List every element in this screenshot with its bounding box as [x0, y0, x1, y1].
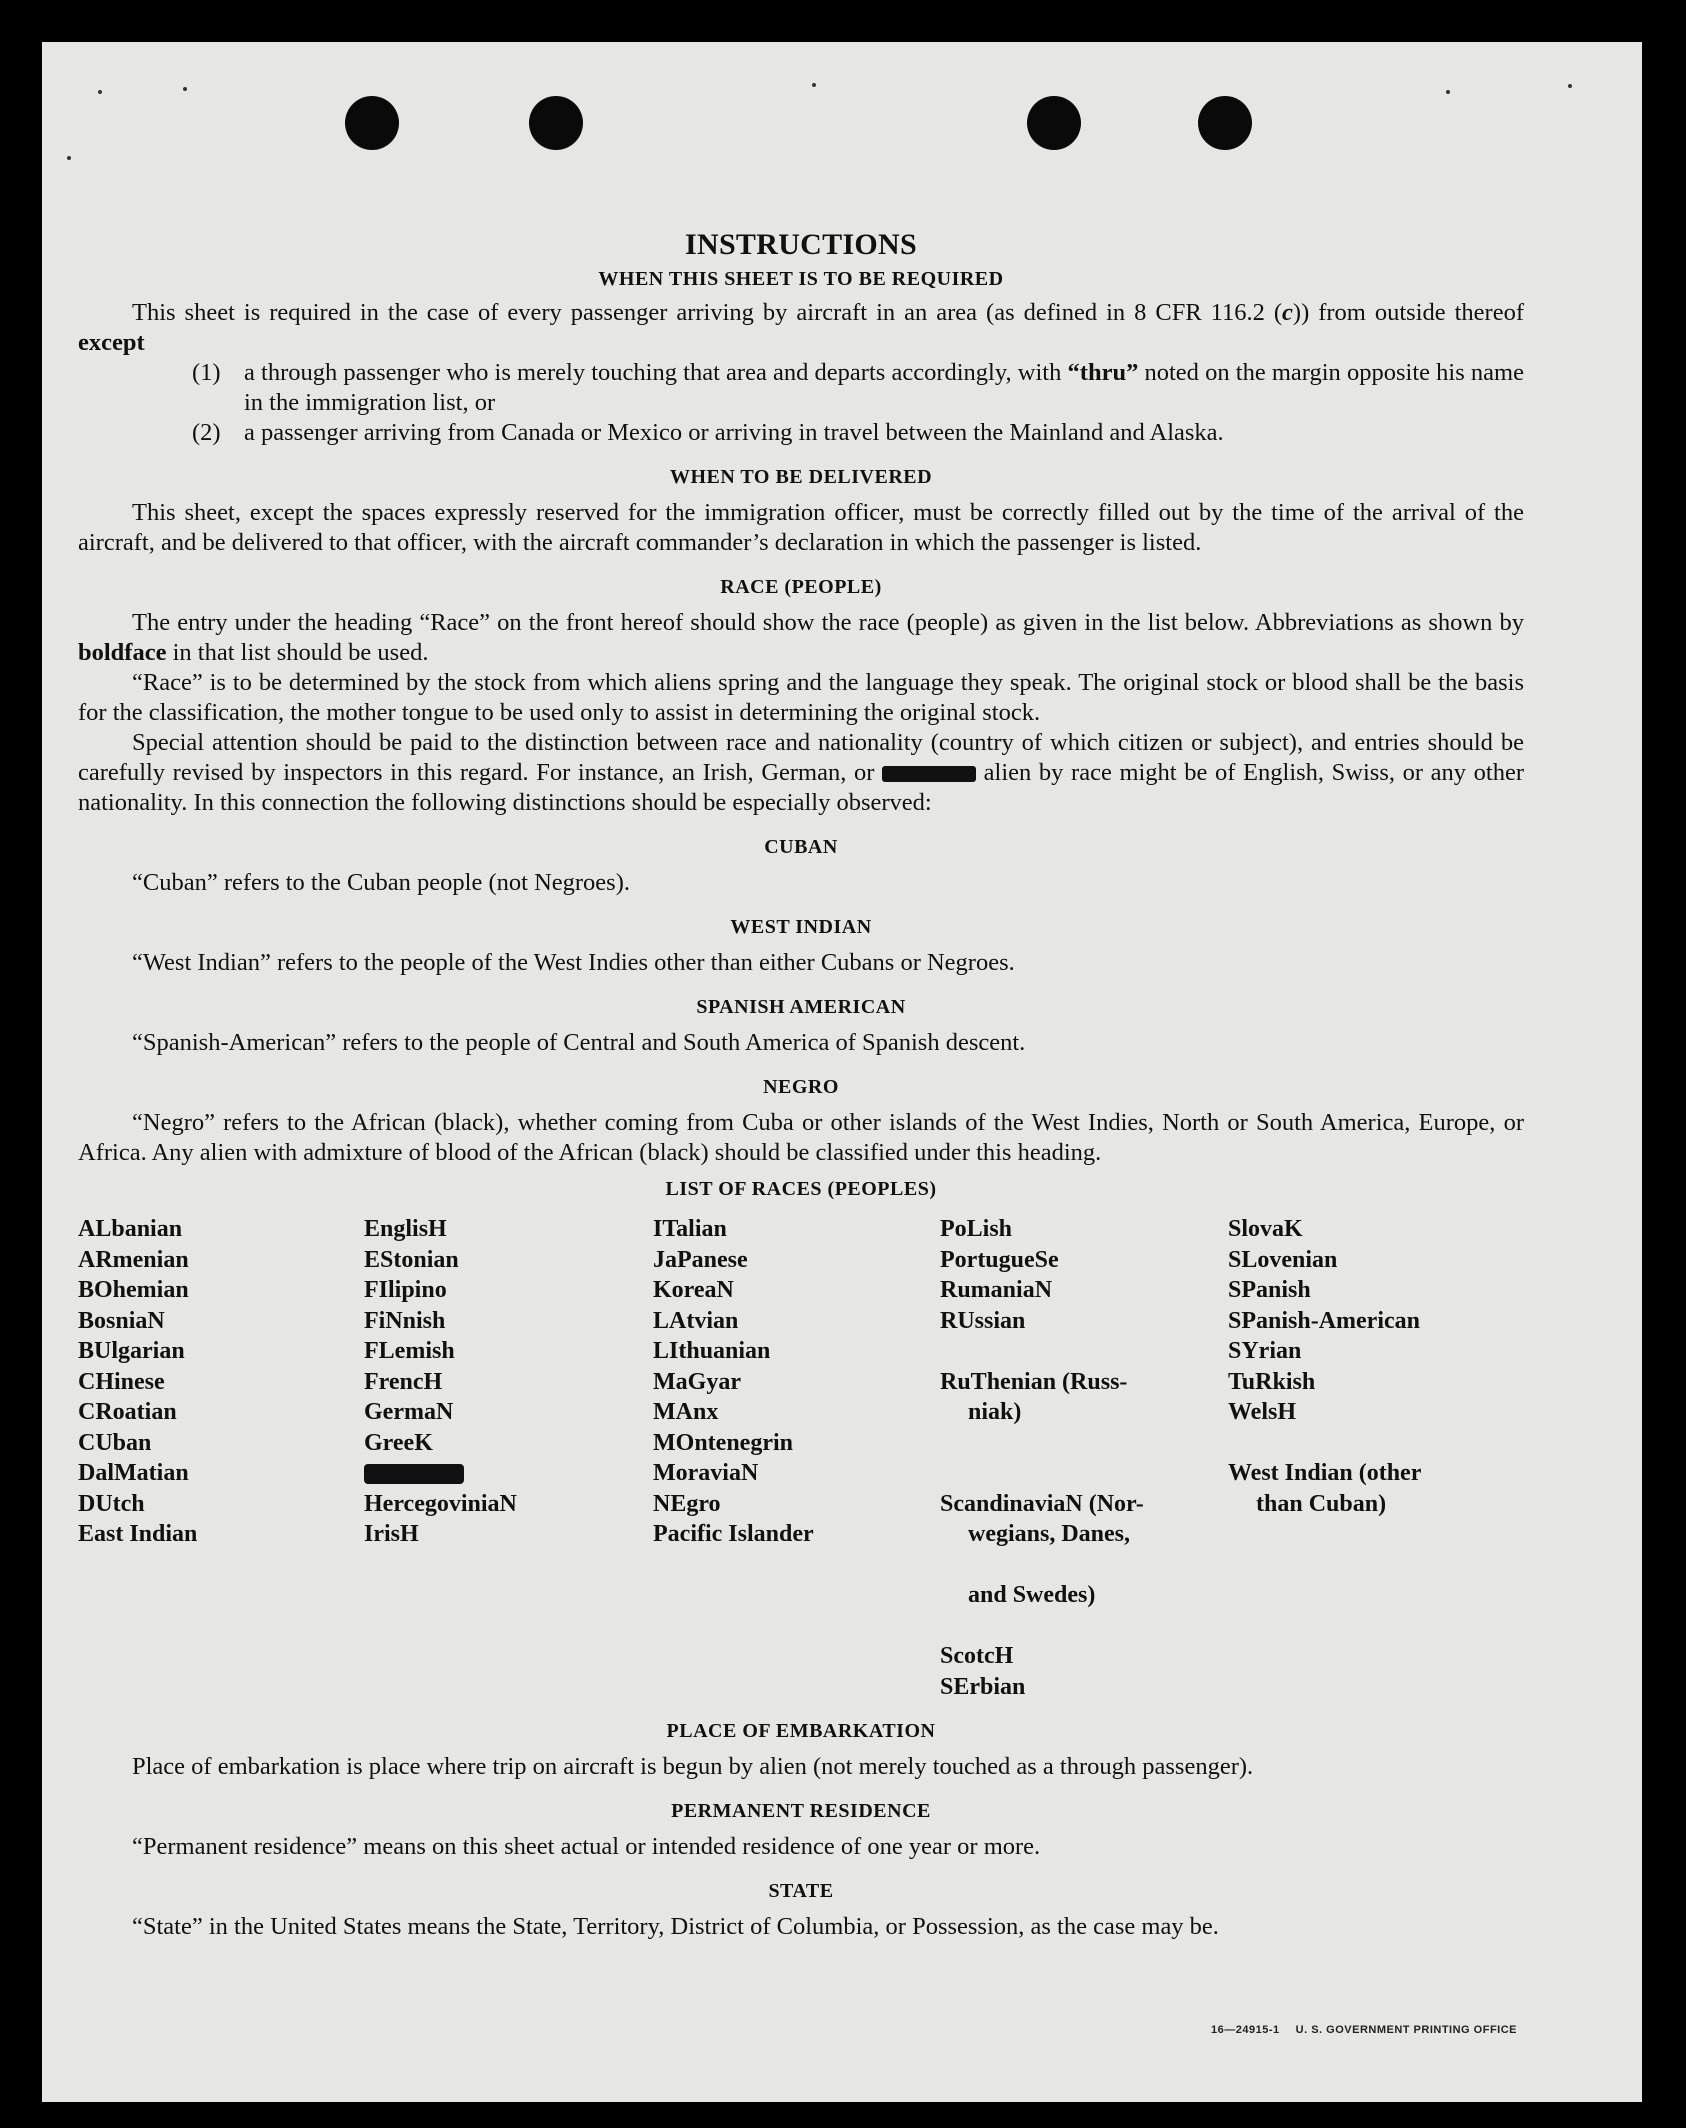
text-run: This sheet is required in the case of every passenger arriving by aircraft in an area (as defined in 8 CFR 116.2 (	[132, 299, 1283, 326]
list-item: HercegoviniaN	[364, 1490, 517, 1517]
redaction-mark	[364, 1464, 464, 1484]
section-heading: PLACE OF EMBARKATION	[666, 1720, 936, 1742]
list-item: MAnx	[653, 1399, 719, 1425]
text-run: except	[78, 329, 145, 356]
text-run: c	[1282, 299, 1293, 326]
speck	[1568, 84, 1572, 88]
punch-hole	[1027, 96, 1081, 150]
section-heading: PERMANENT RESIDENCE	[671, 1800, 931, 1822]
text-run: )) from outside thereof	[1292, 299, 1524, 326]
instructions-body	[78, 178, 1524, 1942]
list-item: KoreaN	[653, 1277, 734, 1303]
state-text: “State” in the United States means the State, Territory, District of Columbia, or Possession, as the case may be.	[132, 1913, 1219, 1940]
list-item: SlovaK	[1228, 1216, 1303, 1242]
list-item	[940, 1336, 1228, 1458]
list-item: FIlipino	[364, 1277, 447, 1303]
list-item	[78, 358, 1524, 418]
speck	[67, 156, 71, 160]
required-intro	[78, 298, 1524, 358]
list-item	[940, 1458, 1228, 1641]
race-column	[1228, 1214, 1524, 1702]
list-item: DalMatian	[78, 1460, 189, 1486]
race-column	[364, 1214, 653, 1702]
spanish-american-text: “Spanish-American” refers to the people of Central and South America of Spanish descent.	[132, 1029, 1026, 1056]
race-column	[653, 1214, 940, 1702]
delivered-text: This sheet, except the spaces expressly reserved for the immigration officer, must be correctly filled out by the time of the arrival of the aircraft, and be delivered to that officer, with the aircraft commander’s declaration in which the passenger is listed.	[78, 499, 1524, 556]
speck	[98, 90, 102, 94]
list-item: SPanish-American	[1228, 1307, 1420, 1334]
list-item: MOntenegrin	[653, 1429, 793, 1456]
text-run: and Swedes)	[968, 1582, 1096, 1608]
text-run: The entry under the heading “Race” on the front hereof should show the race (people) as given in the list below. Abbreviations as shown by	[132, 609, 1524, 636]
text-run: ScandinaviaN (Nor-	[940, 1490, 1144, 1517]
residence-text: “Permanent residence” means on this sheet actual or intended residence of one year or more.	[132, 1833, 1041, 1860]
race-paragraph	[78, 728, 1524, 818]
section-heading: WHEN TO BE DELIVERED	[669, 466, 933, 488]
text-run: alien by race might be of English, Swiss, or any other nationality. In this connection the following distinctions should be especially observed:	[78, 759, 1524, 816]
page-title: INSTRUCTIONS	[685, 228, 917, 261]
section-heading: RACE (PEOPLE)	[720, 576, 882, 598]
item-number: (1)	[192, 359, 221, 386]
list-item: CHinese	[78, 1368, 165, 1395]
list-item: NEgro	[653, 1490, 721, 1517]
text-run: Special attention should be paid to the distinction between race and nationality (country of which citizen or subject), and entries should be carefully revised by inspectors in this regard. For instance, an Irish, German, or	[78, 729, 1524, 786]
list-item: Pacific Islander	[653, 1521, 814, 1547]
list-item: BOhemian	[78, 1277, 189, 1303]
document-page	[42, 42, 1642, 2102]
list-item: SErbian	[940, 1673, 1026, 1700]
printer-name: U. S. GOVERNMENT PRINTING OFFICE	[1295, 2024, 1517, 2036]
west-indian-text: “West Indian” refers to the people of the West Indies other than either Cubans or Negroes.	[132, 949, 1015, 976]
embarkation-text: Place of embarkation is place where trip on aircraft is begun by alien (not merely touched as a through passenger).	[132, 1753, 1254, 1780]
list-item: MaGyar	[653, 1368, 741, 1395]
list-item: EnglisH	[364, 1216, 447, 1242]
punch-hole	[529, 96, 583, 150]
list-item: RumaniaN	[940, 1277, 1053, 1303]
printer-imprint	[1195, 2024, 1517, 2036]
text-run: West Indian (other	[1228, 1460, 1422, 1486]
section-heading: WHEN THIS SHEET IS TO BE REQUIRED	[598, 268, 1004, 290]
list-item: CUban	[78, 1429, 152, 1456]
cuban-text: “Cuban” refers to the Cuban people (not Negroes).	[132, 869, 630, 896]
text-run: noted on the margin opposite his name in the immigration list, or	[244, 359, 1524, 416]
list-item: IrisH	[364, 1521, 419, 1547]
redacted-list-item	[364, 1458, 653, 1489]
section-heading: LIST OF RACES (PEOPLES)	[665, 1178, 937, 1200]
list-item: ARmenian	[78, 1246, 189, 1273]
list-item: SLovenian	[1228, 1246, 1338, 1273]
list-item: ALbanian	[78, 1216, 183, 1242]
section-heading: CUBAN	[764, 836, 838, 858]
list-item: ScotcH	[940, 1643, 1014, 1669]
list-item: FrencH	[364, 1368, 443, 1395]
list-item: FiNnish	[364, 1307, 446, 1334]
item-number: (2)	[192, 419, 221, 446]
list-item: SYrian	[1228, 1338, 1302, 1364]
list-item: East Indian	[78, 1521, 198, 1547]
race-list	[78, 1214, 1524, 1702]
text-run: boldface	[78, 639, 167, 666]
text-run: in that list should be used.	[166, 639, 429, 666]
list-item: LIthuanian	[653, 1338, 771, 1364]
race-column	[940, 1214, 1228, 1702]
text-run: niak)	[968, 1399, 1022, 1425]
punch-hole	[1198, 96, 1252, 150]
list-item: EStonian	[364, 1246, 459, 1273]
list-item: MoraviaN	[653, 1460, 759, 1486]
list-item: PoLish	[940, 1216, 1013, 1242]
negro-text: “Negro” refers to the African (black), whether coming from Cuba or other islands of the West Indies, North or South America, Europe, or Africa. Any alien with admixture of blood of the African (black) should be classified under this heading.	[78, 1109, 1524, 1166]
list-item: SPanish	[1228, 1277, 1311, 1303]
list-item: GreeK	[364, 1429, 433, 1456]
speck	[1446, 90, 1450, 94]
form-code: 16—24915-1	[1211, 2024, 1280, 2036]
list-item: GermaN	[364, 1399, 454, 1425]
list-item: PortugueSe	[940, 1246, 1059, 1273]
list-item: ITalian	[653, 1216, 727, 1242]
text-run: a through passenger who is merely touching that area and departs accordingly, with	[244, 359, 1068, 386]
list-item	[1228, 1428, 1524, 1550]
race-paragraph: “Race” is to be determined by the stock from which aliens spring and the language they speak. The original stock or blood shall be the basis for the classification, the mother tongue to be used only to assist in determining the original stock.	[78, 669, 1524, 726]
race-column	[78, 1214, 364, 1702]
list-item: TuRkish	[1228, 1368, 1316, 1395]
list-item: WelsH	[1228, 1399, 1297, 1425]
list-item	[78, 418, 1524, 448]
text-run: RuThenian (Russ-	[940, 1368, 1128, 1395]
text-run: than Cuban)	[1256, 1490, 1387, 1517]
item-text	[244, 358, 1524, 418]
speck	[183, 87, 187, 91]
text-run: “thru”	[1067, 359, 1139, 386]
list-item: BosniaN	[78, 1307, 165, 1334]
list-item: FLemish	[364, 1338, 455, 1364]
list-item: RUssian	[940, 1307, 1026, 1334]
list-item: CRoatian	[78, 1399, 177, 1425]
section-heading: NEGRO	[763, 1076, 839, 1098]
redaction-mark	[882, 766, 976, 782]
list-item: BUlgarian	[78, 1338, 185, 1364]
text-run: wegians, Danes,	[968, 1521, 1131, 1547]
punch-hole	[345, 96, 399, 150]
section-heading: STATE	[768, 1880, 834, 1902]
section-heading: SPANISH AMERICAN	[696, 996, 906, 1018]
section-heading: WEST INDIAN	[730, 916, 872, 938]
list-item: LAtvian	[653, 1307, 739, 1334]
speck	[812, 83, 816, 87]
item-text: a passenger arriving from Canada or Mexico or arriving in travel between the Mainland and Alaska.	[244, 419, 1224, 446]
list-item: DUtch	[78, 1490, 145, 1517]
race-paragraph	[78, 608, 1524, 668]
list-item: JaPanese	[653, 1246, 748, 1273]
